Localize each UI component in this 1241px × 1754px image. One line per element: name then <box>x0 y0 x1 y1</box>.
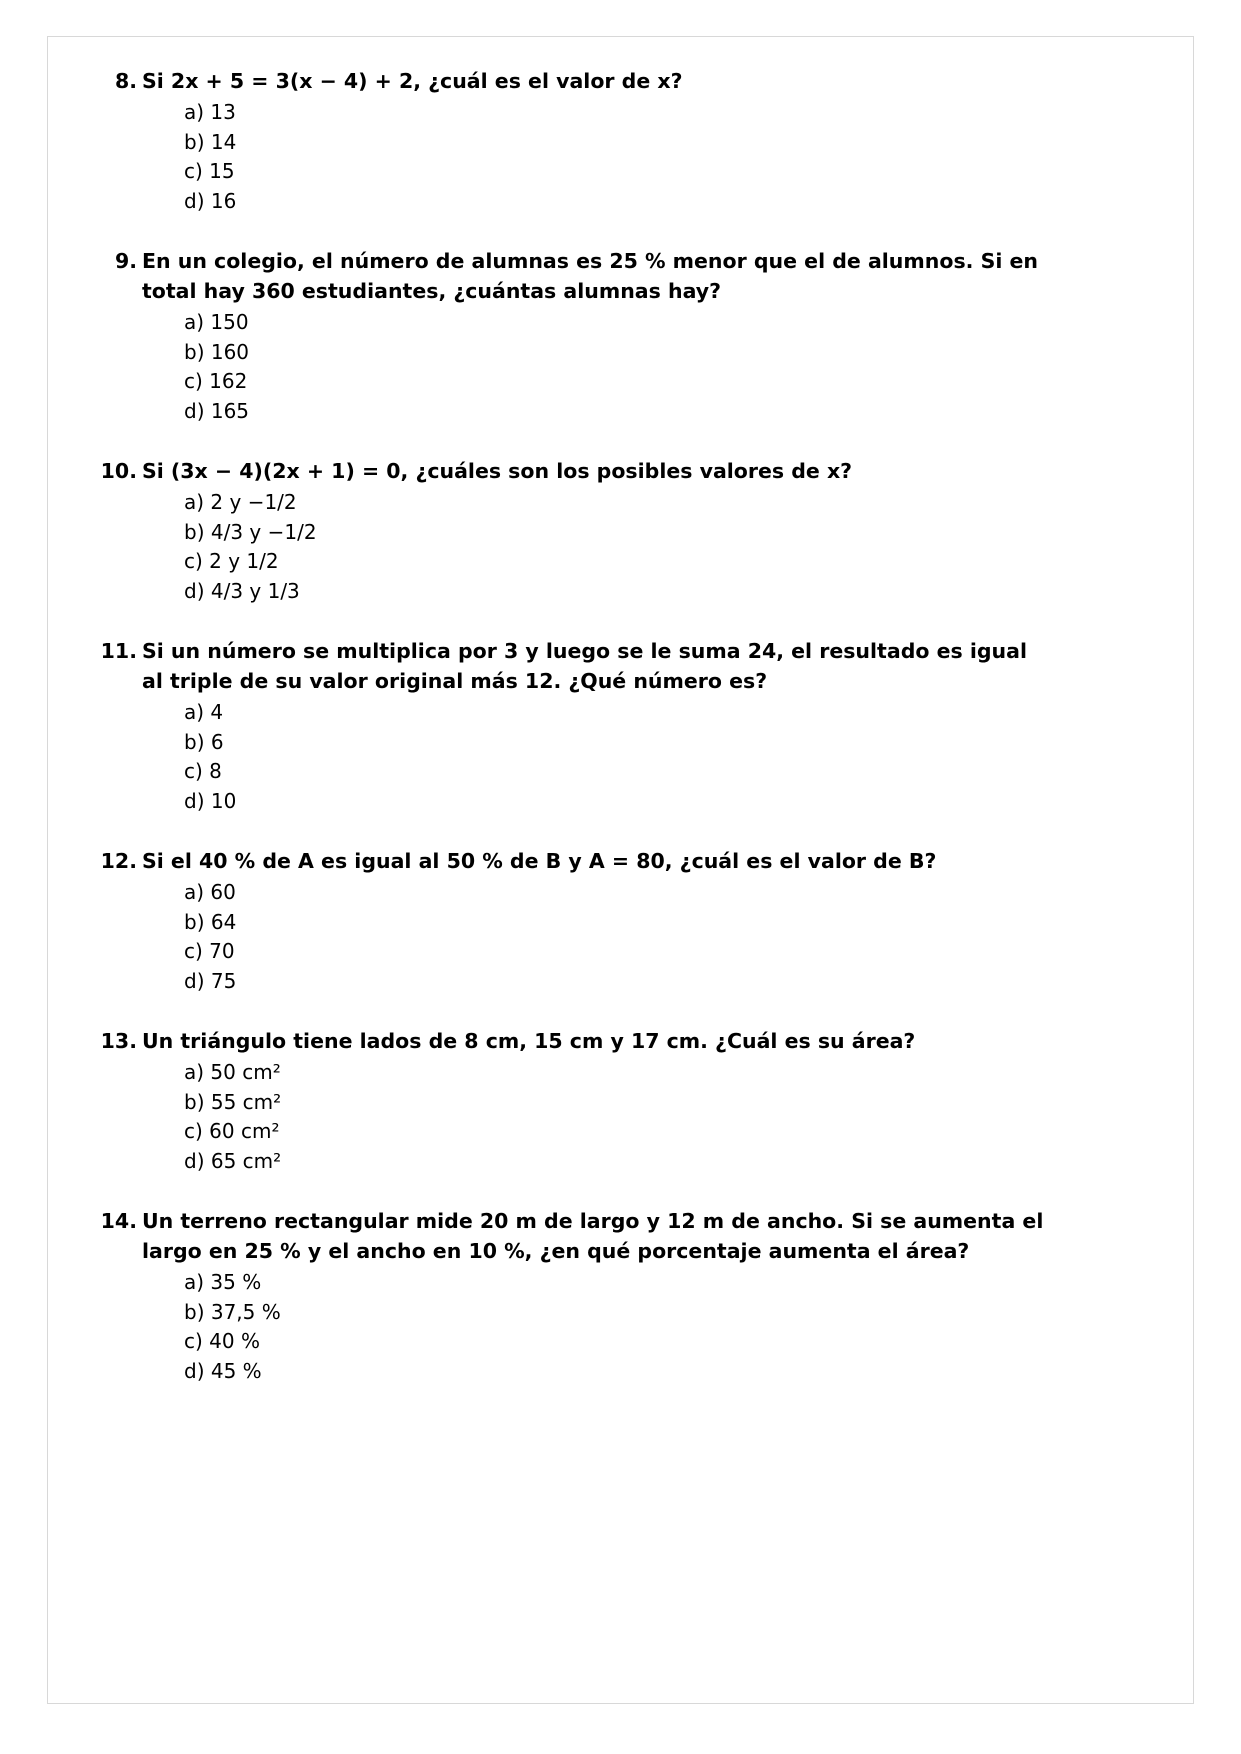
option-item[interactable]: b) 55 cm² <box>184 1089 282 1114</box>
question-text: En un colegio, el número de alumnas es 25 % menor que el de alumnos. Si en total hay 360 estudiantes, ¿cuántas alumnas hay? <box>142 249 1038 303</box>
question-number: 9. <box>114 249 137 273</box>
question-text: Si (3x − 4)(2x + 1) = 0, ¿cuáles son los posibles valores de x? <box>142 459 853 483</box>
question-text: Si un número se multiplica por 3 y luego se le suma 24, el resultado es igual al triple de su valor original más 12. ¿Qué número es? <box>142 639 1027 693</box>
option-item[interactable]: d) 45 % <box>184 1358 262 1383</box>
question-text: Un triángulo tiene lados de 8 cm, 15 cm y 17 cm. ¿Cuál es su área? <box>142 1029 916 1053</box>
option-list <box>96 488 1153 606</box>
option-item[interactable]: d) 4/3 y 1/3 <box>184 578 300 603</box>
option-item[interactable]: a) 50 cm² <box>184 1060 281 1084</box>
question-item <box>96 66 1153 216</box>
option-item[interactable]: d) 10 <box>184 788 237 813</box>
option-item[interactable]: c) 70 <box>184 939 235 963</box>
question-text: Si el 40 % de A es igual al 50 % de B y A = 80, ¿cuál es el valor de B? <box>142 849 937 873</box>
option-item[interactable]: a) 2 y −1/2 <box>184 490 297 514</box>
option-item[interactable]: d) 65 cm² <box>184 1148 282 1173</box>
question-text: Si 2x + 5 = 3(x − 4) + 2, ¿cuál es el valor de x? <box>142 69 683 93</box>
question-header <box>96 1206 1153 1266</box>
option-item[interactable]: b) 4/3 y −1/2 <box>184 519 317 544</box>
option-item[interactable]: d) 16 <box>184 188 237 213</box>
question-item <box>96 1026 1153 1176</box>
question-number: 13. <box>100 1029 137 1053</box>
page-sheet <box>47 36 1194 1704</box>
option-item[interactable]: b) 64 <box>184 909 237 934</box>
question-number: 10. <box>100 459 137 483</box>
option-list <box>96 1268 1153 1386</box>
option-item[interactable]: c) 15 <box>184 159 235 183</box>
option-item[interactable]: d) 75 <box>184 968 237 993</box>
option-list <box>96 878 1153 996</box>
question-item <box>96 456 1153 606</box>
option-item[interactable]: a) 4 <box>184 700 224 724</box>
question-header <box>96 456 1153 486</box>
question-header <box>96 1026 1153 1056</box>
option-item[interactable]: b) 160 <box>184 339 250 364</box>
option-item[interactable]: c) 8 <box>184 759 222 783</box>
question-header <box>96 846 1153 876</box>
question-item <box>96 246 1153 426</box>
question-header <box>96 246 1153 306</box>
option-list <box>96 308 1153 426</box>
option-item[interactable]: a) 60 <box>184 880 236 904</box>
option-item[interactable]: a) 150 <box>184 310 249 334</box>
question-item <box>96 636 1153 816</box>
question-header <box>96 66 1153 96</box>
option-item[interactable]: d) 165 <box>184 398 250 423</box>
option-item[interactable]: b) 37,5 % <box>184 1299 281 1324</box>
question-text: Un terreno rectangular mide 20 m de largo y 12 m de ancho. Si se aumenta el largo en 25 % y el ancho en 10 %, ¿en qué porcentaje aumenta el área? <box>142 1209 1044 1263</box>
question-item <box>96 846 1153 996</box>
question-number: 11. <box>100 639 137 663</box>
option-item[interactable]: c) 2 y 1/2 <box>184 549 279 573</box>
option-item[interactable]: c) 162 <box>184 369 248 393</box>
option-list <box>96 98 1153 216</box>
option-list <box>96 698 1153 816</box>
question-header <box>96 636 1153 696</box>
option-item[interactable]: a) 35 % <box>184 1270 262 1294</box>
question-item <box>96 1206 1153 1386</box>
option-item[interactable]: c) 40 % <box>184 1329 260 1353</box>
option-list <box>96 1058 1153 1176</box>
option-item[interactable]: a) 13 <box>184 100 236 124</box>
option-item[interactable]: b) 14 <box>184 129 237 154</box>
question-number: 8. <box>114 69 137 93</box>
question-number: 12. <box>100 849 137 873</box>
option-item[interactable]: c) 60 cm² <box>184 1119 280 1143</box>
question-number: 14. <box>100 1209 137 1233</box>
question-list <box>96 66 1153 1416</box>
option-item[interactable]: b) 6 <box>184 729 224 754</box>
